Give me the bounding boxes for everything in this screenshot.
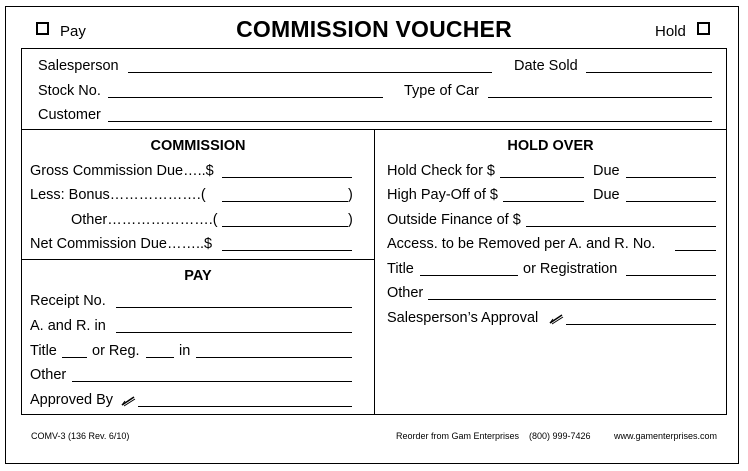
date-sold-label: Date Sold — [514, 58, 578, 74]
type-of-car-label: Type of Car — [404, 83, 479, 99]
stock-no-label: Stock No. — [38, 83, 101, 99]
access-removed-field[interactable] — [675, 250, 716, 251]
hold-label: Hold — [655, 23, 686, 40]
hold-check-due-field[interactable] — [626, 177, 716, 178]
hold-check-label: Hold Check for $ — [387, 163, 495, 179]
salesperson-label: Salesperson — [38, 58, 119, 74]
pay-label: Pay — [60, 23, 86, 40]
type-of-car-field[interactable] — [488, 97, 712, 98]
net-commission-label: Net Commission Due……..$ — [30, 236, 213, 252]
hold-other-field[interactable] — [428, 299, 716, 300]
hold-title-field[interactable] — [420, 275, 518, 276]
hold-check-due-label: Due — [593, 163, 620, 179]
pay-title-label: Title — [30, 343, 57, 359]
customer-label: Customer — [38, 107, 101, 123]
hold-check-field[interactable] — [500, 177, 584, 178]
phone-number: (800) 999-7426 — [529, 431, 591, 441]
top-section — [21, 48, 727, 130]
receipt-no-label: Receipt No. — [30, 293, 106, 309]
pay-other-label: Other — [30, 367, 67, 383]
bonus-close-paren: ) — [348, 187, 353, 203]
pay-other-field[interactable] — [72, 381, 352, 382]
hold-checkbox[interactable] — [697, 22, 710, 35]
net-commission-field[interactable] — [222, 250, 352, 251]
date-sold-field[interactable] — [586, 72, 712, 73]
outside-finance-label: Outside Finance of $ — [387, 212, 521, 228]
gross-commission-field[interactable] — [222, 177, 352, 178]
hold-title-label: Title — [387, 261, 414, 277]
reorder-text: Reorder from Gam Enterprises — [396, 431, 520, 441]
pay-heading: PAY — [184, 268, 212, 284]
salesperson-field[interactable] — [128, 72, 492, 73]
high-payoff-label: High Pay-Off of $ — [387, 187, 498, 203]
salesperson-approval-label: Salesperson’s Approval — [387, 310, 539, 326]
high-payoff-due-label: Due — [593, 187, 620, 203]
gross-commission-label: Gross Commission Due…..$ — [30, 163, 214, 179]
pen-signature-icon — [549, 313, 565, 325]
outside-finance-field[interactable] — [526, 226, 716, 227]
form-code: COMV-3 (136 Rev. 6/10) — [31, 431, 130, 441]
other-deduction-field[interactable] — [222, 226, 348, 227]
approved-by-label: Approved By — [30, 392, 114, 408]
in-field[interactable] — [196, 357, 352, 358]
or-reg-label: or Reg. — [92, 343, 140, 359]
hold-other-label: Other — [387, 285, 424, 301]
pay-title-field[interactable] — [62, 357, 87, 358]
less-bonus-field[interactable] — [222, 201, 348, 202]
or-reg-field[interactable] — [146, 357, 174, 358]
stock-no-field[interactable] — [108, 97, 383, 98]
form-title: COMMISSION VOUCHER — [236, 16, 512, 42]
access-removed-label: Access. to be Removed per A. and R. No. — [387, 236, 656, 252]
high-payoff-due-field[interactable] — [626, 201, 716, 202]
approved-by-field[interactable] — [138, 406, 352, 407]
other-close-paren: ) — [348, 212, 353, 228]
pen-signature-icon — [121, 395, 137, 407]
or-registration-label: or Registration — [523, 261, 618, 277]
or-registration-field[interactable] — [626, 275, 716, 276]
hold-over-heading: HOLD OVER — [507, 138, 594, 154]
less-bonus-label: Less: Bonus……………….( — [30, 187, 206, 203]
other-deduction-label: Other………………….( — [71, 212, 218, 228]
customer-field[interactable] — [108, 121, 712, 122]
a-and-r-field[interactable] — [116, 332, 352, 333]
commission-heading: COMMISSION — [150, 138, 246, 154]
salesperson-approval-field[interactable] — [566, 324, 716, 325]
website: www.gamenterprises.com — [614, 431, 718, 441]
receipt-no-field[interactable] — [116, 307, 352, 308]
high-payoff-field[interactable] — [503, 201, 584, 202]
a-and-r-label: A. and R. in — [30, 318, 106, 334]
in-label: in — [179, 343, 191, 359]
